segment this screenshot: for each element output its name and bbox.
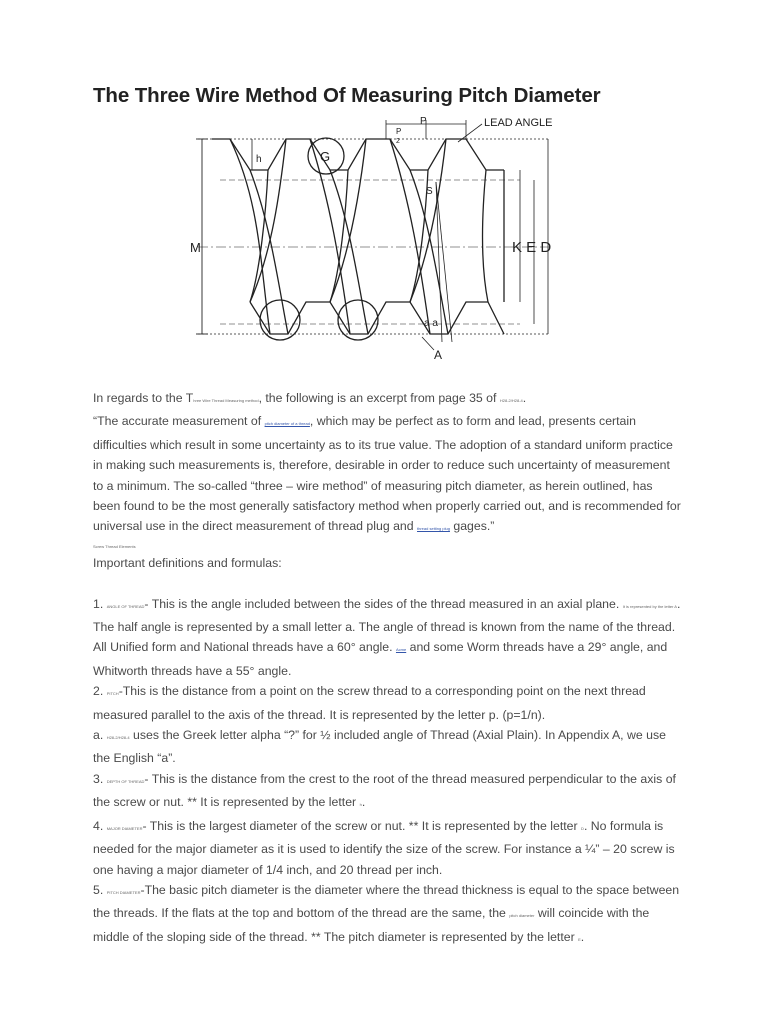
definition-angle-of-thread	[93, 594, 683, 682]
definition-number: 2.	[93, 684, 107, 699]
definition-text: -This is the distance from a point on the screw thread to a corresponding point on the next thread measured parallel to the axis of the thread. It is represented by the letter p. (p=1/n).	[93, 684, 646, 722]
definition-number: 1.	[93, 596, 107, 611]
pitch-diameter-link[interactable]: pitch diameter of a thread	[264, 421, 310, 427]
figure-label-ked: K E D	[512, 239, 552, 256]
quote-paragraph	[93, 411, 683, 539]
definition-term: MAJOR DIAMETER	[106, 825, 143, 831]
figure-label-h: h	[256, 154, 262, 165]
figure-label-m: M	[190, 240, 201, 255]
quote-text: “The accurate measurement of	[93, 414, 265, 429]
definition-term: PITCH DIAMETER	[106, 889, 141, 895]
definition-small-text: h	[359, 802, 362, 808]
figure-label-s: S	[426, 186, 433, 197]
definition-number: 4.	[93, 818, 107, 833]
definition-text: uses the Greek letter alpha “?” for ½ included angle of Thread (Axial Plain). In Appendix A, we use the English “a”.	[93, 728, 666, 766]
quote-end: gages.”	[449, 519, 495, 534]
definition-text-2: will coincide with the middle of the sloping side of the thread. ** The pitch diameter is represented by the letter	[93, 906, 650, 944]
definition-small-text-2: E	[578, 936, 581, 942]
definition-text-2: . No formula is needed for the major diameter as it is used to identify the size of the screw. For instance a ¼” – 20 screw is one having a major diameter of 1/4 inch, and 20 thread per inch.	[93, 818, 675, 877]
figure-label-g: G	[320, 149, 331, 164]
definition-text-2: . The half angle is represented by a small letter a. The angle of thread is known from the name of the thread. All Unified form and National threads have a 60° angle.	[93, 596, 681, 655]
definition-depth-of-thread	[93, 769, 683, 816]
thread-diagram	[190, 112, 580, 364]
page-title: The Three Wire Method Of Measuring Pitch Diameter	[93, 84, 601, 107]
definition-end: .	[361, 795, 366, 810]
definition-pitch-diameter	[93, 880, 683, 950]
intro-small-text: hree Wire Thread Measuring method	[193, 398, 259, 403]
definition-text-3: and some Worm threads have a 29° angle, and Whitworth threads have a 55° angle.	[93, 640, 668, 678]
figure-caption: Screw Thread Elements	[93, 543, 136, 549]
definition-number: a.	[93, 728, 107, 743]
definition-text: - This is the angle included between the sides of the thread measured in an axial plane.	[144, 596, 623, 611]
definition-term: PITCH	[106, 691, 119, 697]
figure-label-a: A	[434, 348, 443, 362]
definition-pitch-note	[93, 725, 683, 769]
intro-end: .	[522, 391, 527, 405]
definition-small-text: It is represented by the letter A	[622, 603, 677, 609]
thread-setting-plug-link[interactable]: thread setting plug	[417, 526, 450, 532]
definition-small-text: D	[581, 825, 584, 831]
definition-term: DEPTH OF THREAD	[106, 778, 145, 784]
definition-number: 5.	[93, 882, 107, 897]
acme-link[interactable]: Acme	[395, 647, 407, 653]
definition-term: ANGLE OF THREAD	[106, 603, 145, 609]
definition-text: - This is the largest diameter of the screw or nut. ** It is represented by the letter	[142, 818, 582, 833]
figure-label-p-half-den: 2	[396, 138, 400, 145]
figure-label-aa: a a	[424, 318, 438, 329]
intro-text-2: , the following is an excerpt from page 35 of	[258, 391, 500, 405]
definition-text: -The basic pitch diameter is the diameter where the thread thickness is equal to the space between the threads. If the flats at the top and bottom of the thread are the same, the	[93, 882, 680, 921]
definition-major-diameter	[93, 816, 683, 880]
definition-term: H28-2/H28-4	[106, 735, 130, 741]
figure-label-p-half: P	[396, 127, 402, 136]
definition-text: - This is the distance from the crest to the root of the thread measured perpendicular to the axis of the screw or nut. ** It is represented by the letter	[93, 771, 676, 810]
article-body	[93, 388, 683, 950]
intro-paragraph	[93, 388, 683, 411]
figure-label-lead-angle: LEAD ANGLE	[484, 117, 553, 129]
quote-text-2: , which may be perfect as to form and lead, presents certain difficulties which result in some uncertainty as to its true value. The adoption of a standard uniform practice in making such measurements is, therefore, desirable in order to reduce such uncertainty of measurement to a minimum. The so-called “three – wire method” of measuring pitch diameter, as herein outlined, has been found to be the most generally satisfactory method when properly carried out, and is recommended for universal use in the direct measurement of thread plug and	[93, 414, 681, 534]
intro-text: In regards to the T	[93, 391, 194, 405]
definition-end: .	[580, 929, 585, 944]
definition-small-text: pitch diameter	[509, 913, 535, 919]
definition-number: 3.	[93, 771, 107, 786]
figure-label-p: P	[420, 116, 427, 127]
definitions-heading: Important definitions and formulas:	[93, 555, 282, 570]
definition-pitch	[93, 681, 683, 725]
intro-small-ref: H28-2/H28-4	[499, 398, 523, 403]
